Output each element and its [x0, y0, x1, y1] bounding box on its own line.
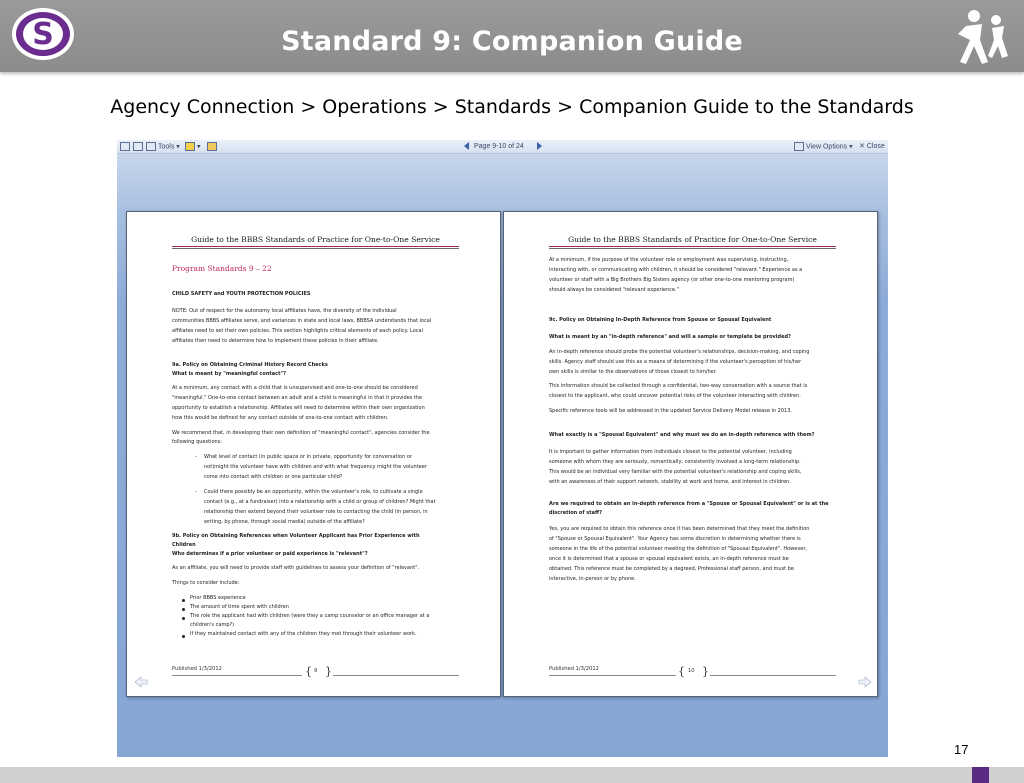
- view-options-menu[interactable]: View Options ▾: [794, 142, 853, 151]
- text-line: someone in the life of the potential volunteer meeting the definition of "Spousal Equivalent". However,: [549, 546, 807, 552]
- text-line: interacting with, or communicating with children, it should be considered "relevant." Experience as a: [549, 267, 803, 273]
- text-line: We recommend that, in developing their own definition of "meaningful contact", agencies consider the: [172, 430, 430, 436]
- text-line: It is important to gather information from individuals closest to the potential volunteer, including: [549, 449, 792, 455]
- previous-page-icon[interactable]: [464, 142, 469, 150]
- text-line: affiliates need to set their own policies. This section highlights critical elements of each policy. Local: [172, 328, 423, 334]
- text-line: "meaningful." One-to-one contact between an adult and a child is meaningful in that it provides the: [172, 395, 423, 401]
- bullet-icon: [182, 617, 185, 620]
- policy-question: What is meant by "meaningful contact"?: [172, 371, 287, 377]
- published-date: Published 1/3/2012: [172, 666, 222, 672]
- text-line: obtained. This reference must be completed by a degreed, Professional staff person, and must be: [549, 566, 794, 572]
- text-line: come into contact with children or one particular child?: [204, 474, 343, 480]
- tools-label: Tools: [158, 143, 175, 151]
- text-line: An in-depth reference should probe the potential volunteer's relationships, decision-making, and coping: [549, 349, 810, 355]
- text-line: of "Spouse or Spousal Equivalent". Your Agency has some discretion in determining whether there is: [549, 536, 801, 542]
- page-header: Guide to the BBBS Standards of Practice for One-to-One Service: [568, 235, 817, 244]
- policy-title: Children: [172, 542, 196, 548]
- previous-page-arrow-icon[interactable]: [134, 676, 148, 688]
- close-button[interactable]: [859, 142, 885, 151]
- folder-icon: [207, 142, 217, 151]
- breadcrumb: Agency Connection > Operations > Standards > Companion Guide to the Standards: [110, 96, 914, 118]
- header-rule: [549, 246, 836, 247]
- page-number: 9: [314, 668, 318, 674]
- text-line: What level of contact (in public space or in private, opportunity for conversation or: [204, 454, 412, 460]
- text-line: NOTE: Out of respect for the autonomy local affiliates have, the diversity of the individual: [172, 308, 397, 314]
- slide-title: Standard 9: Companion Guide: [281, 26, 743, 57]
- next-page-icon[interactable]: [537, 142, 542, 150]
- next-page-arrow-icon[interactable]: [858, 676, 872, 688]
- footer-rule: [172, 675, 302, 676]
- footer-bar: [0, 767, 1024, 783]
- text-line: once it is determined that a spouse or spousal equivalent exists, an in-depth reference must be: [549, 556, 789, 562]
- policy-title: 9a. Policy on Obtaining Criminal History Record Checks: [172, 362, 328, 368]
- footer-rule: [333, 675, 459, 676]
- text-line: closest to the applicant, who could uncover potential risks of the volunteer interacting with children.: [549, 393, 801, 399]
- policy-question: Are we required to obtain an in-depth reference from a "Spouse or Spousal Equivalent" or is at the: [549, 501, 829, 507]
- section-subhead: CHILD SAFETY and YOUTH PROTECTION POLICIES: [172, 291, 311, 297]
- policy-question: Who determines if a prior volunteer or paid experience is "relevant"?: [172, 551, 368, 557]
- list-item: The role the applicant had with children (were they a camp counselor or an office manager at a: [190, 613, 430, 619]
- page-number: 10: [688, 668, 695, 674]
- bullet-icon: [182, 608, 185, 611]
- close-label: Close: [866, 143, 885, 150]
- view-options-label: View Options: [806, 143, 848, 151]
- slide-header: [0, 0, 1024, 72]
- bullet-icon: [182, 599, 185, 602]
- text-line: Specific reference tools will be addressed in the updated Service Delivery Model release in 2013.: [549, 408, 792, 414]
- text-line: not)might the volunteer have with children and with what frequency might the volunteer: [204, 464, 427, 470]
- list-item: children's camp?): [190, 622, 235, 628]
- text-line: This information should be collected through a confidential, two-way conversation with a source that is: [549, 383, 808, 389]
- text-line: opportunity to establish a relationship. Affiliates will need to determine within their own organization: [172, 405, 425, 411]
- text-line: Yes, you are required to obtain this reference once it has been determined that they meet the definition: [549, 526, 810, 532]
- header-rule: [549, 248, 836, 249]
- page-header: Guide to the BBBS Standards of Practice for One-to-One Service: [191, 235, 440, 244]
- text-line: how this would be defined for any contact outside of one-to-one contact with children.: [172, 415, 389, 421]
- text-line: someone with whom they are seriously, romantically, consistently involved a long-term relationship.: [549, 459, 801, 465]
- save-icon: [120, 142, 130, 151]
- slide-number: 17: [954, 742, 969, 757]
- svg-text:S: S: [32, 17, 54, 52]
- policy-question: What is meant by an "in-depth reference" and will a sample or template be provided?: [549, 334, 791, 340]
- text-line: contact (e.g., at a fundraiser) into a relationship with a child or group of children? Might that: [204, 499, 436, 505]
- tools-icon: [146, 142, 156, 151]
- footer-accent: [972, 767, 989, 783]
- text-line: own skills is similar to the observations of those closest to him/her.: [549, 369, 717, 375]
- brace-left-icon: {: [305, 665, 312, 678]
- text-line: At a minimum, if the purpose of the volunteer role or employment was supervising, instructing,: [549, 257, 789, 263]
- highlight-button[interactable]: ▾: [185, 142, 201, 151]
- text-line: should always be considered "relevant experience.": [549, 287, 679, 293]
- viewer-toolbar: [117, 140, 888, 154]
- text-line: This would be an individual very familiar with the potential volunteer's relationship and coping skills,: [549, 469, 802, 475]
- section-title: Program Standards 9 – 22: [172, 264, 272, 273]
- text-line: relationship then extend beyond their volunteer role to contacting the child (in person, in: [204, 509, 428, 515]
- policy-question: What exactly is a "Spousal Equivalent" and why must we do an in-depth reference with them?: [549, 432, 815, 438]
- header-rule: [172, 246, 459, 247]
- text-line: As an affiliate, you will need to provide staff with guidelines to assess your definition of "relevant".: [172, 565, 420, 571]
- footer-rule: [710, 675, 836, 676]
- save-button[interactable]: [120, 142, 132, 151]
- print-button[interactable]: [133, 142, 145, 151]
- text-line: writing, by phone, through social media) outside of the affiliate?: [204, 519, 365, 525]
- highlight-icon: [185, 142, 195, 151]
- brace-right-icon: }: [702, 665, 709, 678]
- document-page-left: [126, 211, 501, 697]
- print-icon: [133, 142, 143, 151]
- list-item: The amount of time spent with children: [190, 604, 289, 610]
- policy-title: 9b. Policy on Obtaining References when Volunteer Applicant has Prior Experience with: [172, 533, 420, 539]
- list-item: Prior BBBS experience: [190, 595, 246, 601]
- brace-right-icon: }: [325, 665, 332, 678]
- published-date: Published 1/3/2012: [549, 666, 599, 672]
- close-icon: ✕: [859, 143, 865, 150]
- dash-marker: -: [195, 454, 197, 460]
- text-line: Things to consider include:: [172, 580, 240, 586]
- list-item: If they maintained contact with any of the children they met through their volunteer work.: [190, 631, 417, 637]
- tools-menu[interactable]: Tools ▾: [146, 142, 180, 151]
- text-line: affiliates then need to determine how to implement these policies in their affiliate.: [172, 338, 379, 344]
- header-rule: [172, 248, 459, 249]
- folder-button[interactable]: [207, 142, 219, 151]
- page-indicator: Page 9-10 of 24: [474, 143, 524, 150]
- text-line: Could there possibly be an opportunity, within the volunteer's role, to cultivate a single: [204, 489, 423, 495]
- dash-marker: -: [195, 489, 197, 495]
- bullet-icon: [182, 635, 185, 638]
- brace-left-icon: {: [678, 665, 685, 678]
- text-line: with an awareness of their support network, stability at work and home, and interest in children.: [549, 479, 791, 485]
- text-line: following questions:: [172, 439, 222, 445]
- policy-question: discretion of staff?: [549, 510, 602, 516]
- text-line: At a minimum, any contact with a child that is unsupervised and one-to-one should be considered: [172, 385, 418, 391]
- view-options-icon: [794, 142, 804, 151]
- policy-title: 9c. Policy on Obtaining In-Depth Reference from Spouse or Spousal Equivalent: [549, 317, 772, 323]
- text-line: communities BBBS affiliates serve, and variances in state and local laws, BBBSA understands that local: [172, 318, 432, 324]
- mentoring-figures-icon: [944, 4, 1016, 68]
- document-page-right: [503, 211, 878, 697]
- footer-rule: [549, 675, 676, 676]
- text-line: interactive, in-person or by phone.: [549, 576, 636, 582]
- text-line: skills. Agency staff should use this as a means of determining if the volunteer's perception of his/her: [549, 359, 802, 365]
- document-viewer[interactable]: [117, 140, 888, 757]
- text-line: volunteer or staff with a Big Brothers Big Sisters agency (or other one-to-one mentoring program): [549, 277, 795, 283]
